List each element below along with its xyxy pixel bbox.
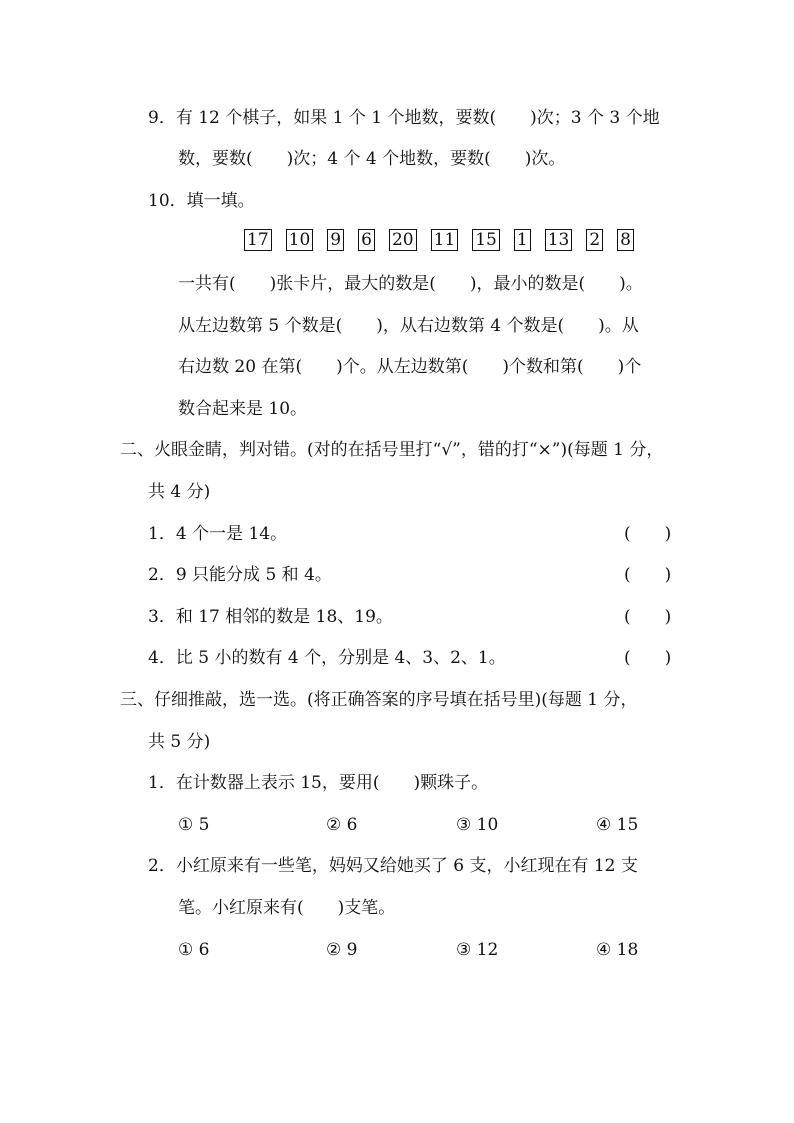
choice-q2-line-1: 2．小红原来有一些笔，妈妈又给她买了 6 支，小红现在有 12 支 <box>148 856 638 876</box>
choice-q1-option-c[interactable]: ③ 10 <box>456 815 499 835</box>
choice-q2-option-d[interactable]: ④ 18 <box>596 940 639 960</box>
choice-q2-option-a[interactable]: ① 6 <box>178 940 210 960</box>
number-card: 20 <box>389 229 417 251</box>
number-cards <box>244 229 634 251</box>
number-card: 10 <box>286 229 314 251</box>
number-card: 17 <box>244 229 272 251</box>
choice-q1: 1．在计数器上表示 15，要用( )颗珠子。 <box>148 773 489 793</box>
number-card: 15 <box>472 229 500 251</box>
number-card: 8 <box>617 229 634 251</box>
tf-answer-1[interactable]: ( ) <box>624 524 672 544</box>
tf-item-3: 3．和 17 相邻的数是 18、19。 <box>148 607 393 627</box>
choice-q2-line-2: 笔。小红原来有( )支笔。 <box>178 898 396 918</box>
tf-answer-2[interactable]: ( ) <box>624 565 672 585</box>
tf-item-2: 2．9 只能分成 5 和 4。 <box>148 565 332 585</box>
tf-item-4: 4．比 5 小的数有 4 个，分别是 4、3、2、1。 <box>148 648 506 668</box>
choice-q2-option-c[interactable]: ③ 12 <box>456 940 499 960</box>
choice-q1-option-a[interactable]: ① 5 <box>178 815 210 835</box>
q10-line-3: 右边数 20 在第( )个。从左边数第( )个数和第( )个 <box>178 357 642 377</box>
section-3-heading: 三、仔细推敲，选一选。(将正确答案的序号填在括号里)(每题 1 分， <box>120 690 638 710</box>
q10-line-2: 从左边数第 5 个数是( )，从右边数第 4 个数是( )。从 <box>178 316 639 336</box>
number-card: 2 <box>586 229 603 251</box>
number-card: 13 <box>545 229 573 251</box>
q10-line-4: 数合起来是 10。 <box>178 399 308 419</box>
q9-line-2: 数，要数( )次；4 个 4 个地数，要数( )次。 <box>178 149 566 169</box>
section-3-heading-cont: 共 5 分) <box>148 732 211 752</box>
choice-q2-option-b[interactable]: ② 9 <box>326 940 358 960</box>
number-card: 9 <box>327 229 344 251</box>
choice-q1-option-d[interactable]: ④ 15 <box>596 815 639 835</box>
tf-item-1: 1．4 个一是 14。 <box>148 524 288 544</box>
section-2-heading-cont: 共 4 分) <box>148 482 211 502</box>
tf-answer-4[interactable]: ( ) <box>624 648 672 668</box>
tf-answer-3[interactable]: ( ) <box>624 607 672 627</box>
q9-line-1: 9．有 12 个棋子，如果 1 个 1 个地数，要数( )次；3 个 3 个地 <box>148 108 660 128</box>
q10-line-1: 一共有( )张卡片，最大的数是( )，最小的数是( )。 <box>178 274 643 294</box>
number-card: 1 <box>514 229 531 251</box>
number-card: 6 <box>358 229 375 251</box>
q10-title: 10．填一填。 <box>148 191 255 211</box>
choice-q1-option-b[interactable]: ② 6 <box>326 815 358 835</box>
number-card: 11 <box>431 229 459 251</box>
section-2-heading: 二、火眼金睛，判对错。(对的在括号里打“√”，错的打“×”)(每题 1 分， <box>120 440 664 460</box>
